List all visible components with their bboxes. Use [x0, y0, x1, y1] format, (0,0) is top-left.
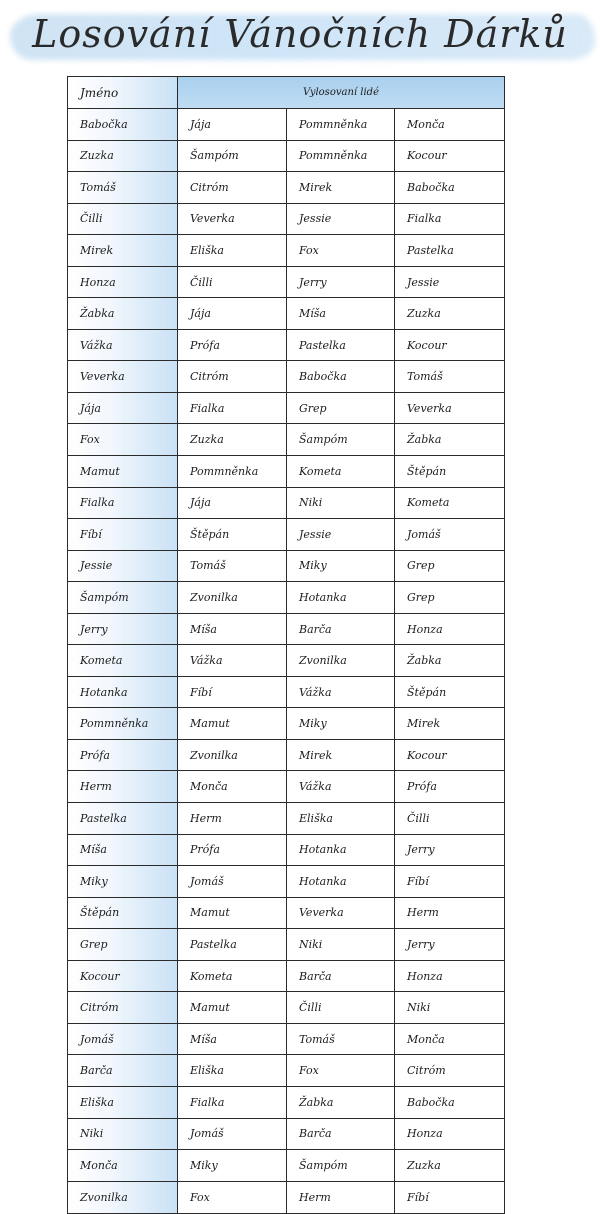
table-row	[68, 1024, 504, 1056]
drawn-person-cell: Miky	[287, 708, 395, 739]
table-row	[68, 361, 504, 393]
drawn-person-cell: Míša	[178, 614, 287, 645]
table-row	[68, 1087, 504, 1119]
drawn-person-cell: Mirek	[287, 172, 395, 203]
drawn-person-cell: Jomáš	[407, 527, 441, 541]
drawn-person-cell: Mamut	[178, 708, 287, 739]
table-row	[68, 330, 504, 362]
header-drawn: Vylosovaní lidé	[303, 87, 379, 98]
drawn-person-cell: Babočka	[407, 1095, 455, 1109]
drawn-person-cell: Herm	[407, 906, 439, 920]
person-name-cell: Fox	[68, 424, 178, 455]
drawn-person-cell: Zvonilka	[178, 740, 287, 771]
drawn-person-cell: Pastelka	[178, 929, 287, 960]
drawn-person-cell: Šampóm	[287, 1150, 395, 1181]
drawn-person-cell: Hotanka	[287, 582, 395, 613]
drawn-person-cell: Monča	[407, 117, 445, 131]
person-name-cell: Vážka	[68, 330, 178, 361]
person-name-cell: Miky	[68, 866, 178, 897]
drawn-person-cell: Čilli	[407, 811, 430, 825]
drawn-person-cell: Jessie	[287, 204, 395, 235]
person-name-cell: Tomáš	[68, 172, 178, 203]
drawn-person-cell: Fox	[287, 1055, 395, 1086]
drawn-person-cell: Miky	[287, 551, 395, 582]
drawn-person-cell: Štěpán	[407, 685, 447, 699]
drawn-person-cell: Mirek	[407, 717, 441, 731]
drawn-person-cell: Jessie	[407, 275, 440, 289]
drawn-person-cell: Honza	[407, 1127, 443, 1141]
drawn-person-cell: Kometa	[178, 961, 287, 992]
drawn-person-cell: Hotanka	[287, 866, 395, 897]
table-row	[68, 393, 504, 425]
person-name-cell: Jessie	[68, 551, 178, 582]
drawn-person-cell: Pommněnka	[287, 109, 395, 140]
person-name-cell: Mamut	[68, 456, 178, 487]
drawn-person-cell: Citróm	[178, 172, 287, 203]
drawn-person-cell: Šampóm	[287, 424, 395, 455]
drawn-person-cell: Monča	[178, 771, 287, 802]
table-row	[68, 929, 504, 961]
table-row	[68, 488, 504, 520]
drawn-person-cell: Babočka	[287, 361, 395, 392]
drawn-person-cell: Pastelka	[407, 243, 454, 257]
drawn-person-cell: Fialka	[178, 1087, 287, 1118]
person-name-cell: Fíbí	[68, 519, 178, 550]
drawn-person-cell: Míša	[178, 1024, 287, 1055]
drawn-person-cell: Herm	[178, 803, 287, 834]
drawn-person-cell: Zuzka	[407, 307, 441, 321]
person-name-cell: Šampóm	[68, 582, 178, 613]
person-name-cell: Honza	[68, 267, 178, 298]
table-row	[68, 803, 504, 835]
table-row	[68, 645, 504, 677]
drawn-person-cell: Zuzka	[178, 424, 287, 455]
drawn-person-cell: Kometa	[287, 456, 395, 487]
drawn-person-cell: Fialka	[407, 212, 442, 226]
table-row	[68, 424, 504, 456]
drawn-person-cell: Monča	[407, 1032, 445, 1046]
drawn-person-cell: Honza	[407, 622, 443, 636]
drawn-person-cell: Herm	[287, 1182, 395, 1214]
header-name: Jméno	[68, 77, 178, 108]
person-name-cell: Monča	[68, 1150, 178, 1181]
person-name-cell: Hotanka	[68, 677, 178, 708]
person-name-cell: Zvonilka	[68, 1182, 178, 1214]
person-name-cell: Pommněnka	[68, 708, 178, 739]
table-row	[68, 614, 504, 646]
person-name-cell: Pastelka	[68, 803, 178, 834]
person-name-cell: Čilli	[68, 204, 178, 235]
drawn-person-cell: Niki	[287, 929, 395, 960]
table-row	[68, 1150, 504, 1182]
drawn-person-cell: Grep	[287, 393, 395, 424]
drawn-person-cell: Fox	[178, 1182, 287, 1214]
person-name-cell: Kometa	[68, 645, 178, 676]
drawn-person-cell: Eliška	[287, 803, 395, 834]
drawn-person-cell: Jája	[178, 298, 287, 329]
drawn-person-cell: Mirek	[287, 740, 395, 771]
drawn-person-cell: Vážka	[178, 645, 287, 676]
drawn-person-cell: Mamut	[178, 992, 287, 1023]
person-name-cell: Niki	[68, 1119, 178, 1150]
drawn-person-cell: Fíbí	[178, 677, 287, 708]
drawn-person-cell: Tomáš	[287, 1024, 395, 1055]
draw-table	[67, 76, 505, 1214]
person-name-cell: Citróm	[68, 992, 178, 1023]
drawn-person-cell: Pommněnka	[178, 456, 287, 487]
drawn-person-cell: Mamut	[178, 898, 287, 929]
drawn-person-cell: Pastelka	[287, 330, 395, 361]
drawn-person-cell: Kocour	[407, 338, 447, 352]
drawn-person-cell: Miky	[178, 1150, 287, 1181]
person-name-cell: Fialka	[68, 488, 178, 519]
drawn-person-cell: Veverka	[178, 204, 287, 235]
drawn-person-cell: Kocour	[407, 748, 447, 762]
table-row	[68, 866, 504, 898]
table-row	[68, 519, 504, 551]
drawn-person-cell: Jája	[178, 109, 287, 140]
table-row	[68, 267, 504, 299]
drawn-person-cell: Honza	[407, 969, 443, 983]
table-row	[68, 835, 504, 867]
person-name-cell: Kocour	[68, 961, 178, 992]
table-row	[68, 298, 504, 330]
drawn-person-cell: Jerry	[407, 937, 435, 951]
drawn-person-cell: Zvonilka	[178, 582, 287, 613]
drawn-person-cell: Štěpán	[178, 519, 287, 550]
person-name-cell: Herm	[68, 771, 178, 802]
drawn-person-cell: Grep	[407, 559, 435, 573]
drawn-person-cell: Veverka	[407, 401, 452, 415]
drawn-person-cell: Jessie	[287, 519, 395, 550]
drawn-person-cell: Prófa	[407, 780, 437, 794]
drawn-person-cell: Vážka	[287, 677, 395, 708]
table-body	[68, 109, 504, 1213]
title-banner	[0, 0, 600, 72]
person-name-cell: Veverka	[68, 361, 178, 392]
table-row	[68, 677, 504, 709]
drawn-person-cell: Fox	[287, 235, 395, 266]
table-row	[68, 172, 504, 204]
drawn-person-cell: Niki	[287, 488, 395, 519]
drawn-person-cell: Babočka	[407, 180, 455, 194]
drawn-person-cell: Čilli	[287, 992, 395, 1023]
table-row	[68, 961, 504, 993]
drawn-person-cell: Jája	[178, 488, 287, 519]
table-row	[68, 235, 504, 267]
person-name-cell: Žabka	[68, 298, 178, 329]
person-name-cell: Prófa	[68, 740, 178, 771]
drawn-person-cell: Prófa	[178, 835, 287, 866]
drawn-person-cell: Čilli	[178, 267, 287, 298]
person-name-cell: Jomáš	[68, 1024, 178, 1055]
drawn-person-cell: Fialka	[178, 393, 287, 424]
drawn-person-cell: Prófa	[178, 330, 287, 361]
drawn-person-cell: Hotanka	[287, 835, 395, 866]
table-row	[68, 551, 504, 583]
person-name-cell: Grep	[68, 929, 178, 960]
person-name-cell: Zuzka	[68, 141, 178, 172]
drawn-person-cell: Grep	[407, 590, 435, 604]
person-name-cell: Barča	[68, 1055, 178, 1086]
table-row	[68, 141, 504, 173]
drawn-person-cell: Fíbí	[407, 1190, 429, 1204]
person-name-cell: Babočka	[68, 109, 178, 140]
drawn-person-cell: Štěpán	[407, 464, 447, 478]
table-row	[68, 708, 504, 740]
drawn-person-cell: Barča	[287, 961, 395, 992]
person-name-cell: Míša	[68, 835, 178, 866]
person-name-cell: Štěpán	[68, 898, 178, 929]
table-row	[68, 992, 504, 1024]
drawn-person-cell: Jerry	[407, 843, 435, 857]
drawn-person-cell: Zvonilka	[287, 645, 395, 676]
drawn-person-cell: Kometa	[407, 496, 450, 510]
drawn-person-cell: Pommněnka	[287, 141, 395, 172]
drawn-person-cell: Tomáš	[178, 551, 287, 582]
drawn-person-cell: Kocour	[407, 149, 447, 163]
drawn-person-cell: Eliška	[178, 1055, 287, 1086]
drawn-person-cell: Citróm	[178, 361, 287, 392]
drawn-person-cell: Citróm	[407, 1064, 446, 1078]
drawn-person-cell: Žabka	[407, 654, 442, 668]
drawn-person-cell: Veverka	[287, 898, 395, 929]
drawn-person-cell: Tomáš	[407, 370, 443, 384]
table-row	[68, 771, 504, 803]
table-row	[68, 1119, 504, 1151]
table-row	[68, 204, 504, 236]
table-row	[68, 1182, 504, 1214]
drawn-person-cell: Barča	[287, 614, 395, 645]
table-row	[68, 456, 504, 488]
page-title: Losování Vánočních Dárků	[32, 12, 568, 56]
drawn-person-cell: Fíbí	[407, 874, 429, 888]
table-row	[68, 582, 504, 614]
table-row	[68, 1055, 504, 1087]
drawn-person-cell: Eliška	[178, 235, 287, 266]
drawn-person-cell: Míša	[287, 298, 395, 329]
person-name-cell: Jerry	[68, 614, 178, 645]
table-header	[68, 77, 504, 109]
drawn-person-cell: Vážka	[287, 771, 395, 802]
person-name-cell: Mirek	[68, 235, 178, 266]
drawn-person-cell: Jomáš	[178, 866, 287, 897]
table-row	[68, 898, 504, 930]
person-name-cell: Jája	[68, 393, 178, 424]
drawn-person-cell: Jomáš	[178, 1119, 287, 1150]
person-name-cell: Eliška	[68, 1087, 178, 1118]
drawn-person-cell: Žabka	[287, 1087, 395, 1118]
table-row	[68, 109, 504, 141]
table-row	[68, 740, 504, 772]
drawn-person-cell: Zuzka	[407, 1158, 441, 1172]
drawn-person-cell: Jerry	[287, 267, 395, 298]
drawn-person-cell: Žabka	[407, 433, 442, 447]
drawn-person-cell: Barča	[287, 1119, 395, 1150]
drawn-person-cell: Niki	[407, 1001, 431, 1015]
drawn-person-cell: Šampóm	[178, 141, 287, 172]
